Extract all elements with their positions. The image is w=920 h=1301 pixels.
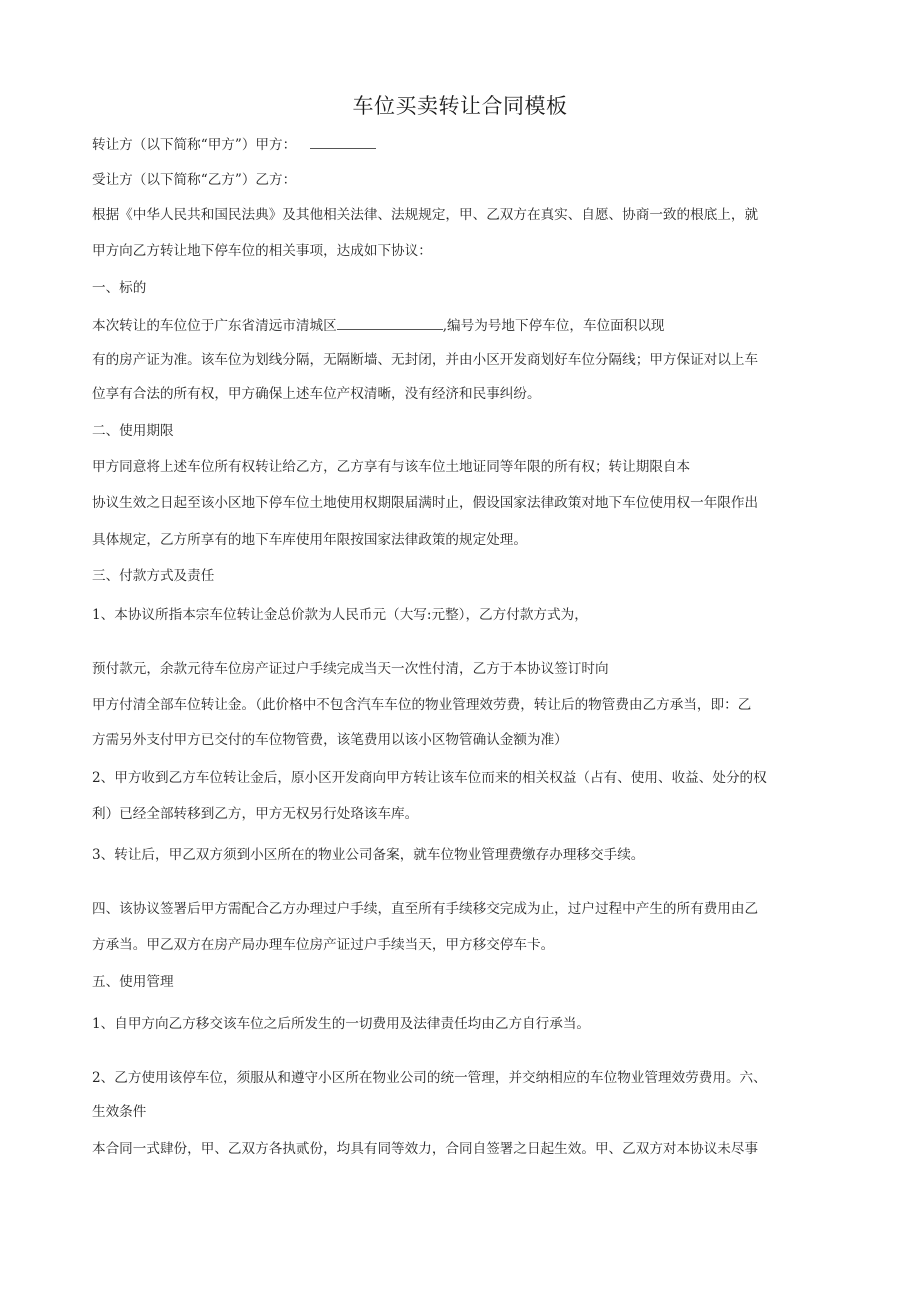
paragraph-line: 四、该协议签署后甲方需配合乙方办理过户手续，直至所有手续移交完成为止，过户过程中产生的所有费用由乙 bbox=[92, 901, 759, 917]
paragraph-line: 1、本协议所指本宗车位转让金总价款为人民币元（大写:元整），乙方付款方式为， bbox=[92, 607, 588, 623]
party-a-label: 转让方（以下简称“甲方”）甲方： bbox=[92, 137, 297, 153]
party-a-line bbox=[92, 134, 376, 155]
paragraph-line: 1、自甲方向乙方移交该车位之后所发生的一切费用及法律责任均由乙方自行承当。 bbox=[92, 1016, 591, 1032]
paragraph-line: 方承当。甲乙双方在房产局办理车位房产证过户手续当天，甲方移交停车卡。 bbox=[92, 937, 555, 953]
section-heading: 一、标的 bbox=[92, 280, 147, 296]
district-blank[interactable] bbox=[337, 315, 443, 330]
paragraph-line: 利）已经全部转移到乙方，甲方无权另行处珞该车库。 bbox=[92, 806, 419, 822]
paragraph-line: 3、转让后，甲乙双方须到小区所在的物业公司备案，就车位物业管理费缴存办理移交手续。 bbox=[92, 847, 645, 863]
paragraph-line: 本合同一式肆份，甲、乙双方各执贰份，均具有同等效力，合同自签署之日起生效。甲、乙双方对本协议未尽事 bbox=[92, 1141, 759, 1157]
paragraph-line: 2、乙方使用该停车位，须服从和遵守小区所在物业公司的统一管理，并交纳相应的车位物业管理效劳费用。六、 bbox=[92, 1070, 767, 1086]
location-text-cont: ,编号为号地下停车位，车位面积以现 bbox=[442, 318, 665, 334]
paragraph-line: 预付款元，余款元待车位房产证过户手续完成当天一次性付清，乙方于本协议签订时向 bbox=[92, 661, 609, 677]
paragraph-line: 甲方同意将上述车位所有权转让给乙方，乙方享有与该车位土地证同等年限的所有权；转让期限自本 bbox=[92, 459, 691, 475]
paragraph-line: 2、甲方收到乙方车位转让金后，原小区开发商向甲方转让该车位而来的相关权益（占有、使用、收益、处分的权 bbox=[92, 770, 767, 786]
paragraph-line: 具体规定，乙方所享有的地下车库使用年限按国家法律政策的规定处理。 bbox=[92, 532, 527, 548]
paragraph-line: 甲方付清全部车位转让金。（此价格中不包含汽车车位的物业管理效劳费，转让后的物管费由乙方承当，即：乙 bbox=[92, 697, 752, 713]
party-b-line: 受让方（以下简称“乙方”）乙方： bbox=[92, 172, 297, 188]
paragraph-line: 生效条件 bbox=[92, 1104, 147, 1120]
paragraph-line: 方需另外支付甲方已交付的车位物管费，该笔费用以该小区物管确认金额为准） bbox=[92, 732, 568, 748]
section-heading: 二、使用期限 bbox=[92, 423, 174, 439]
location-line bbox=[92, 315, 665, 336]
document-title: 车位买卖转让合同模板 bbox=[352, 94, 568, 118]
paragraph-line: 根据《中华人民共和国民法典》及其他相关法律、法规规定，甲、乙双方在真实、自愿、协商一致的根底上，就 bbox=[92, 207, 759, 223]
party-a-blank[interactable] bbox=[310, 134, 376, 149]
paragraph-line: 甲方向乙方转让地下停车位的相关事项，达成如下协议： bbox=[92, 243, 432, 259]
paragraph-line: 协议生效之日起至该小区地下停车位土地使用权期限届满时止，假设国家法律政策对地下车位使用权一年限作出 bbox=[92, 495, 759, 511]
section-heading: 三、付款方式及责任 bbox=[92, 568, 215, 584]
paragraph-line: 有的房产证为准。该车位为划线分隔，无隔断墙、无封闭，并由小区开发商划好车位分隔线；甲方保证对以上车 bbox=[92, 352, 759, 368]
location-text: 本次转让的车位位于广东省清远市清城区 bbox=[92, 318, 337, 334]
paragraph-line: 位享有合法的所有权，甲方确保上述车位产权清晰，没有经济和民事纠纷。 bbox=[92, 386, 541, 402]
section-heading: 五、使用管理 bbox=[92, 974, 174, 990]
